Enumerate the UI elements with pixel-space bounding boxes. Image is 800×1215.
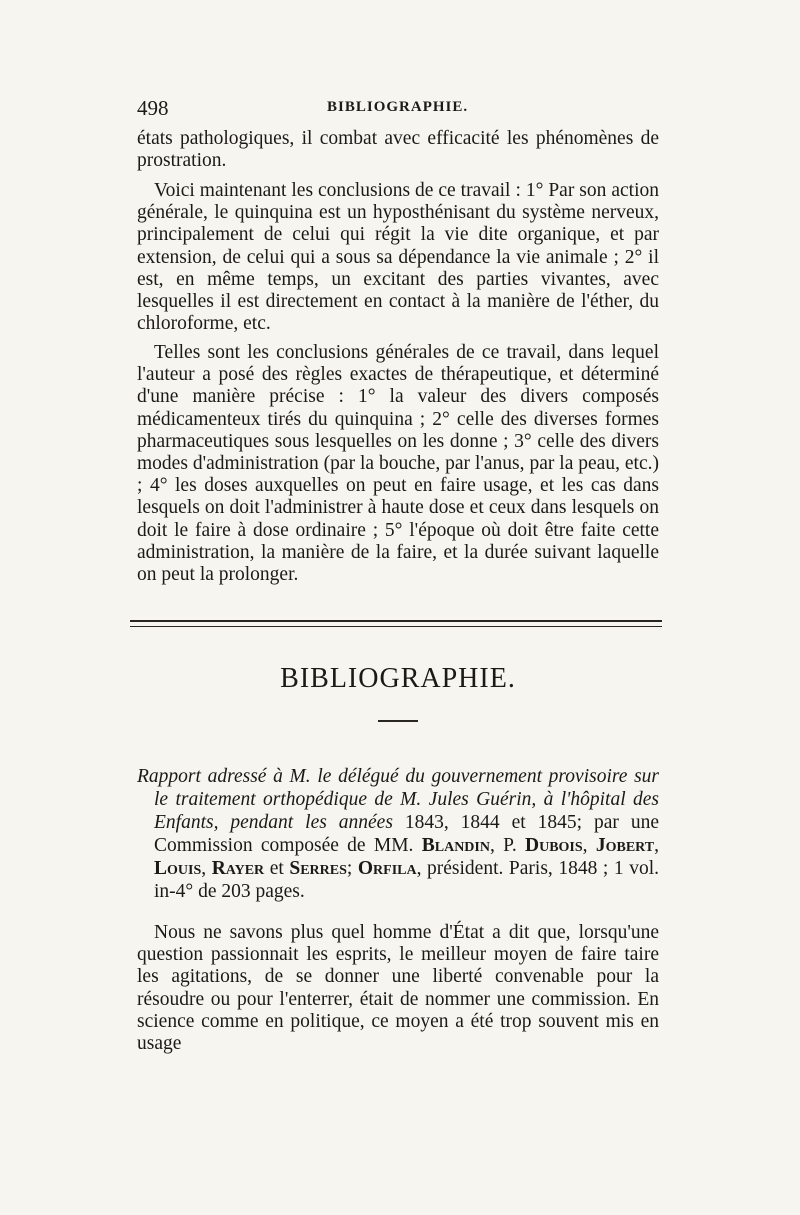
section-title: BIBLIOGRAPHIE. bbox=[280, 663, 516, 694]
citation-tail: , président. Paris, 1848 ; 1 vol. in-4° de 203 pages. bbox=[154, 858, 659, 902]
citation-years: 1843, 1844 et 1845; bbox=[392, 812, 583, 833]
running-head bbox=[137, 96, 659, 122]
author-name: Serres bbox=[289, 858, 347, 879]
citation-commission: par une Commission composée de MM. bbox=[154, 812, 659, 856]
author-name: Louis bbox=[154, 858, 202, 879]
citation-title: Rapport adressé à M. le délégué du gouvernement provisoire sur le traitement orthopédique de M. Jules Guérin, à l'hôpital des Enfants, pendant les années bbox=[137, 766, 659, 833]
author-name: Orfila bbox=[357, 858, 417, 879]
paragraph-continuation: états pathologiques, il combat avec efficacité les phénomènes de prostration. bbox=[137, 128, 659, 172]
title-underline bbox=[378, 720, 418, 722]
citation-separator: , bbox=[582, 835, 596, 856]
author-name: Blandin bbox=[421, 835, 490, 856]
section-divider bbox=[130, 620, 662, 627]
bibliographic-citation bbox=[137, 765, 659, 903]
author-name: Jobert bbox=[595, 835, 655, 856]
citation-separator: ; bbox=[346, 858, 358, 879]
running-title: BIBLIOGRAPHIE. bbox=[327, 99, 469, 115]
author-name: Rayer bbox=[211, 858, 265, 879]
paragraph-summary: Telles sont les conclusions générales de ce travail, dans lequel l'auteur a posé des règles exactes de thérapeutique, et déterminé d'une manière précise : 1° la valeur des divers composés médicamenteux tirés du quinquina ; 2° celle des diverses formes pharmaceutiques sous lesquelles on les donne ; 3° celle des divers modes d'administration (par la bouche, par l'anus, par la peau, etc.) ; 4° les doses auxquelles on peut en faire usage, et les cas dans lesquels on doit l'administrer à haute dose et ceux dans lesquels on doit le faire à dose ordinaire ; 5° l'époque où doit être faite cette administration, la manière de la faire, et la durée suivant laquelle on peut la prolonger. bbox=[137, 342, 659, 586]
paragraph-review: Nous ne savons plus quel homme d'État a dit que, lorsqu'une question passionnait les esprits, le meilleur moyen de faire taire les agitations, de se donner une liberté convenable pour la résoudre ou pour l'enterrer, était de nommer une commission. En science comme en politique, ce moyen a été trop souvent mis en usage bbox=[137, 922, 659, 1055]
citation-separator: , bbox=[201, 858, 212, 879]
citation-separator: et bbox=[264, 858, 290, 879]
citation-separator: , bbox=[654, 835, 660, 856]
page-number: 498 bbox=[137, 96, 169, 120]
citation-separator: , P. bbox=[489, 835, 526, 856]
paragraph-conclusions: Voici maintenant les conclusions de ce travail : 1° Par son action générale, le quinquina est un hyposthénisant du système nerveux, principalement de celui qui régit la vie dite organique, et par extension, de celui qui a sous sa dépendance la vie animale ; 2° il est, en même temps, un excitant des parties vivantes, avec lesquelles il est directement en contact à la manière de l'éther, du chloroforme, etc. bbox=[137, 180, 659, 335]
author-name: Dubois bbox=[525, 835, 583, 856]
